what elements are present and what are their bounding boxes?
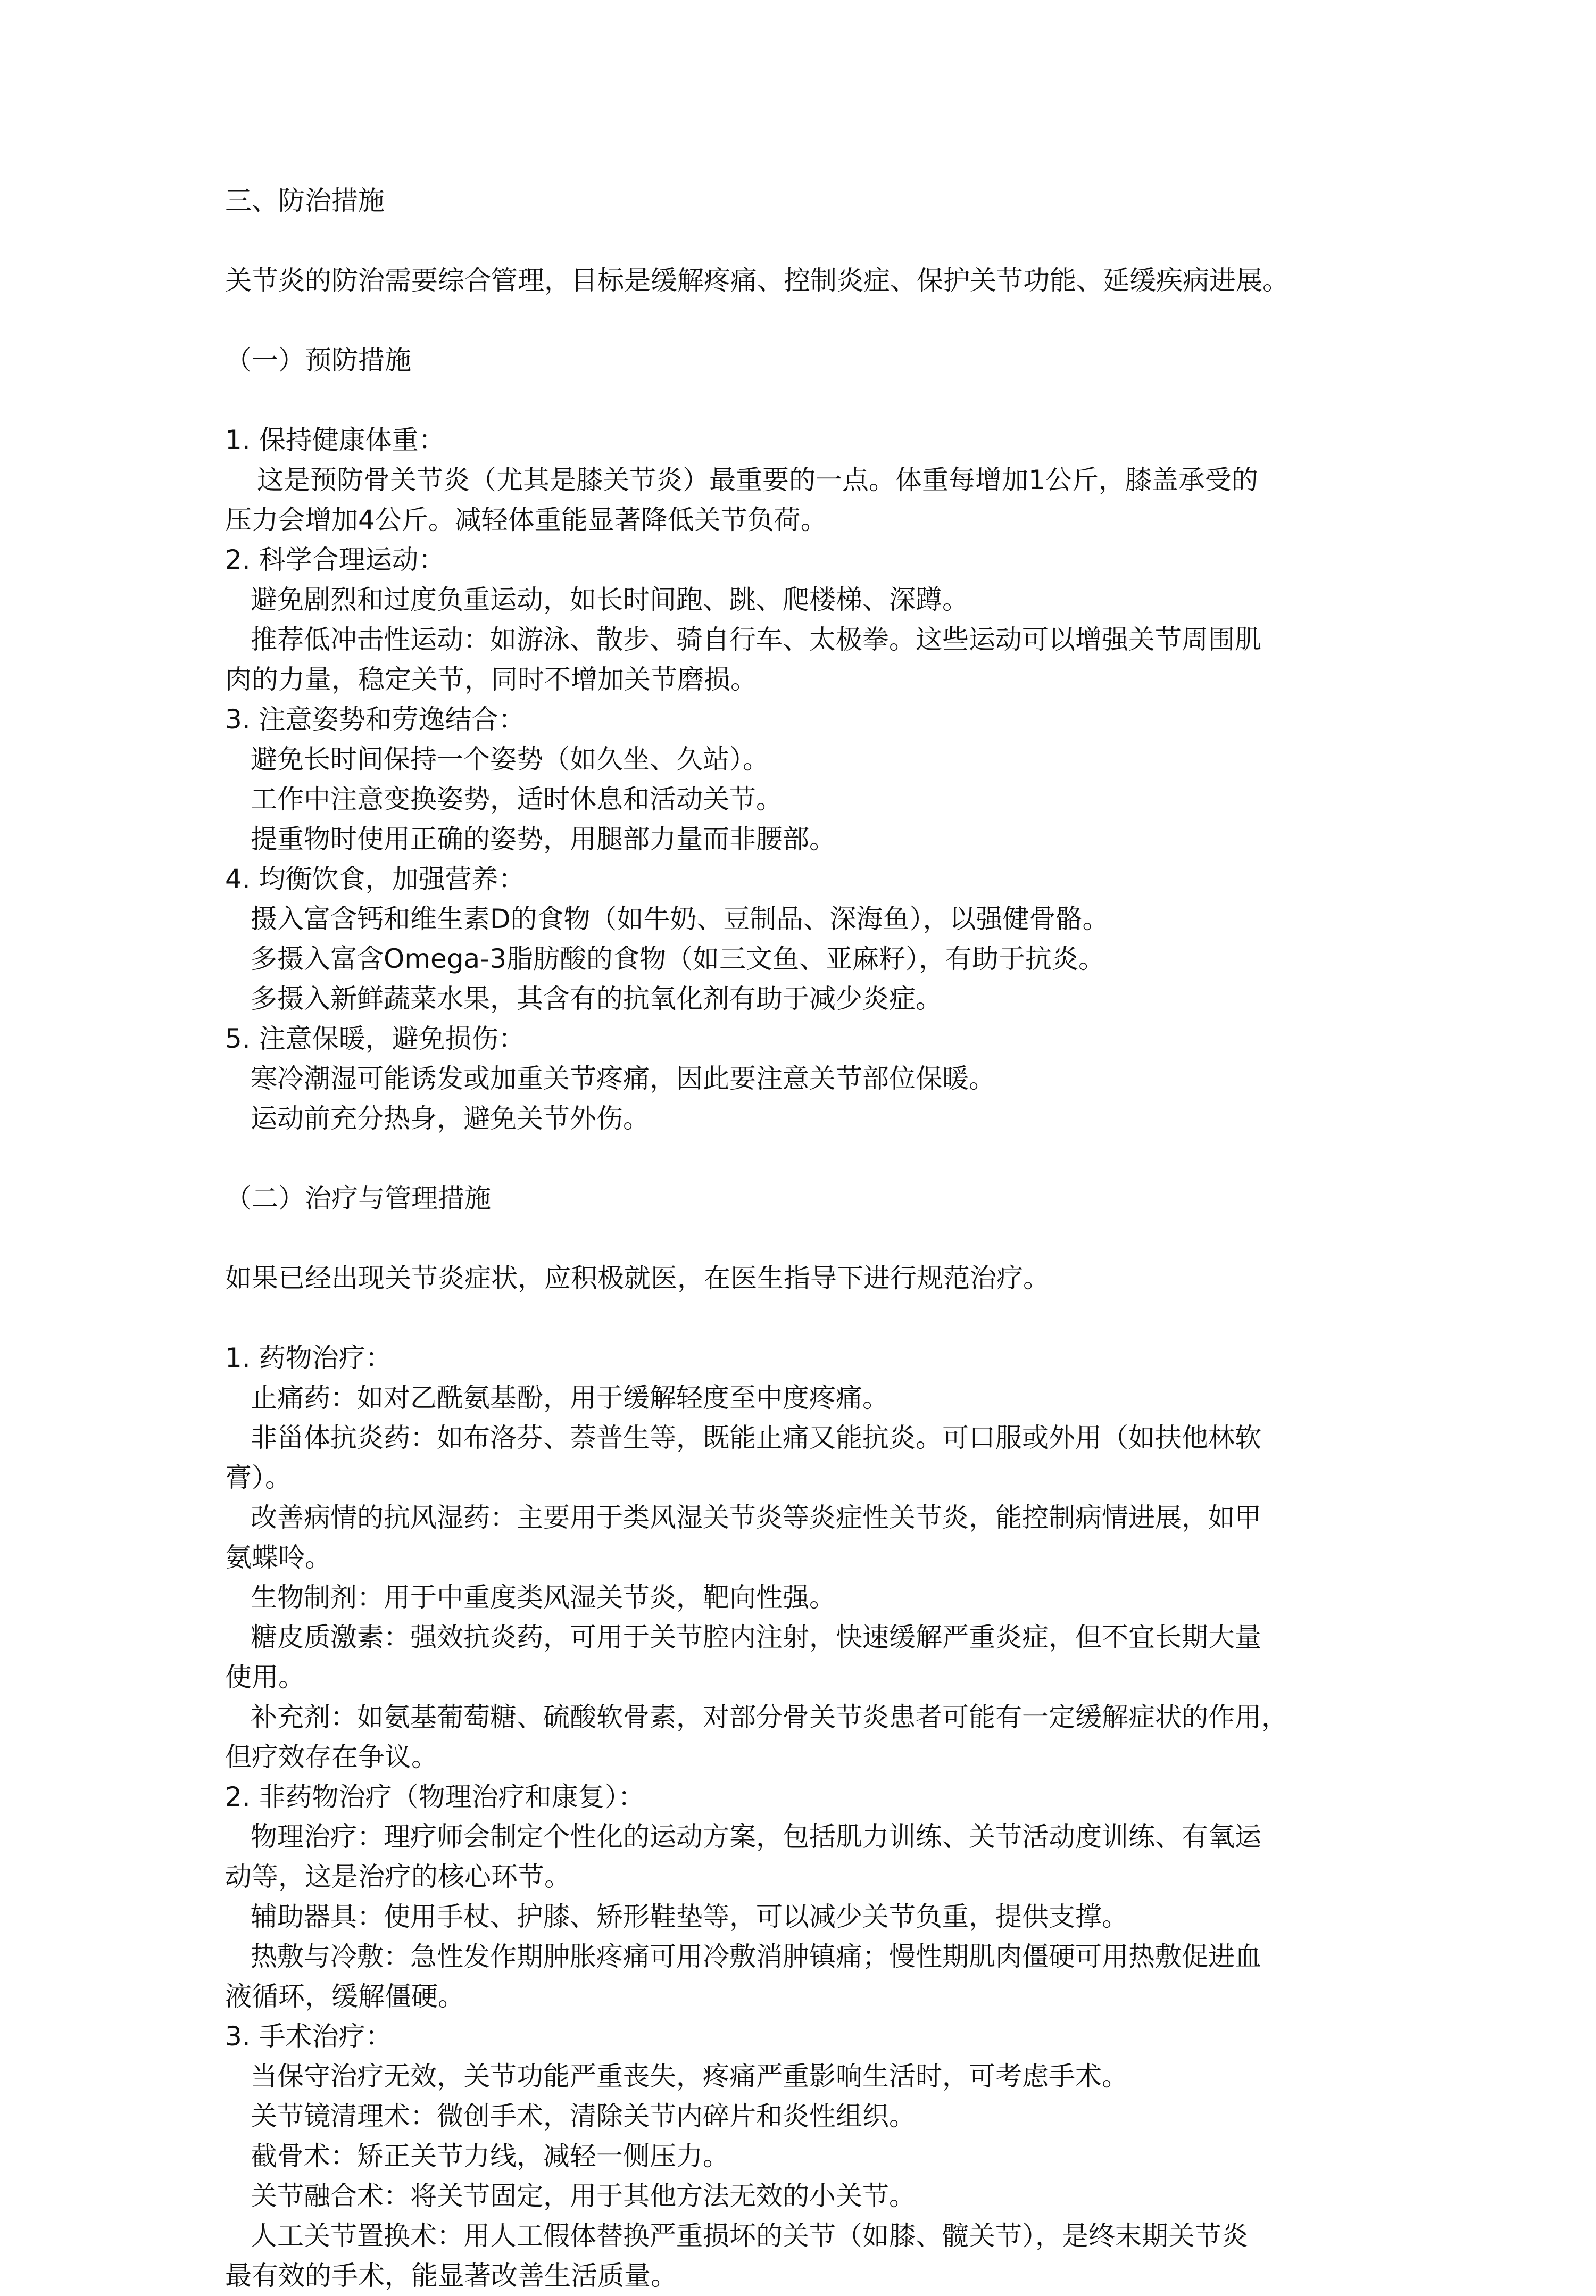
treatment-item-line: 液循环，缓解僵硬。 (225, 1981, 464, 2012)
treatment-item-line: 氨蝶呤。 (225, 1542, 331, 1573)
spacer (225, 221, 1385, 261)
prevention-item-line: 这是预防骨关节炎（尤其是膝关节炎）最重要的一点。体重每增加1公斤，膝盖承受的 (257, 465, 1258, 495)
treatment-heading: （二）治疗与管理措施 (225, 1183, 491, 1214)
prevention-item-title: 3. 注意姿势和劳逸结合： (225, 704, 525, 735)
prevention-item-title: 5. 注意保暖，避免损伤： (225, 1023, 525, 1054)
treatment-item-line: 关节镜清理术：微创手术，清除关节内碎片和炎性组织。 (251, 2101, 916, 2132)
treatment-item-line: 使用。 (225, 1662, 305, 1693)
treatment-item-line: 关节融合术：将关节固定，用于其他方法无效的小关节。 (251, 2181, 916, 2211)
intro-paragraph: 关节炎的防治需要综合管理，目标是缓解疼痛、控制炎症、保护关节功能、延缓疾病进展。 (225, 265, 1289, 296)
spacer (225, 1219, 1385, 1258)
prevention-item-line: 肉的力量，稳定关节，同时不增加关节磨损。 (225, 664, 757, 695)
treatment-intro: 如果已经出现关节炎症状，应积极就医，在医生指导下进行规范治疗。 (225, 1263, 1050, 1294)
prevention-item-line: 压力会增加4公斤。减轻体重能显著降低关节负荷。 (225, 504, 827, 535)
treatment-item-title: 2. 非药物治疗（物理治疗和康复）： (225, 1781, 645, 1812)
treatment-item-line: 非甾体抗炎药：如布洛芬、萘普生等，既能止痛又能抗炎。可口服或外用（如扶他林软 (251, 1422, 1261, 1453)
treatment-item-line: 补充剂：如氨基葡萄糖、硫酸软骨素，对部分骨关节炎患者可能有一定缓解症状的作用， (251, 1702, 1288, 1733)
prevention-item-title: 1. 保持健康体重： (225, 425, 445, 455)
spacer (225, 380, 1385, 420)
treatment-item-title: 1. 药物治疗： (225, 1342, 392, 1373)
treatment-item-line: 膏）。 (225, 1462, 292, 1493)
treatment-item-line: 截骨术：矫正关节力线，减轻一侧压力。 (251, 2141, 729, 2171)
treatment-item-line: 改善病情的抗风湿药：主要用于类风湿关节炎等炎症性关节炎，能控制病情进展，如甲 (251, 1502, 1261, 1533)
prevention-item-line: 寒冷潮湿可能诱发或加重关节疼痛，因此要注意关节部位保暖。 (251, 1063, 995, 1094)
prevention-item-line: 避免长时间保持一个姿势（如久坐、久站）。 (251, 744, 769, 775)
prevention-item-line: 工作中注意变换姿势，适时休息和活动关节。 (251, 784, 783, 815)
treatment-item-line: 糖皮质激素：强效抗炎药，可用于关节腔内注射，快速缓解严重炎症，但不宜长期大量 (251, 1622, 1261, 1653)
treatment-item-line: 动等，这是治疗的核心环节。 (225, 1861, 571, 1892)
prevention-item-title: 4. 均衡饮食，加强营养： (225, 864, 525, 894)
prevention-item-line: 摄入富含钙和维生素D的食物（如牛奶、豆制品、深海鱼），以强健骨骼。 (251, 904, 1109, 934)
treatment-item-line: 最有效的手术，能显著改善生活质量。 (225, 2260, 677, 2291)
prevention-item-line: 避免剧烈和过度负重运动，如长时间跑、跳、爬楼梯、深蹲。 (251, 584, 969, 615)
treatment-item-line: 止痛药：如对乙酰氨基酚，用于缓解轻度至中度疼痛。 (251, 1382, 889, 1413)
treatment-item-line: 生物制剂：用于中重度类风湿关节炎，靶向性强。 (251, 1582, 836, 1613)
prevention-item-line: 提重物时使用正确的姿势，用腿部力量而非腰部。 (251, 824, 836, 855)
spacer (225, 301, 1385, 341)
prevention-item-line: 运动前充分热身，避免关节外伤。 (251, 1103, 650, 1134)
prevention-item-title: 2. 科学合理运动： (225, 544, 445, 575)
treatment-item-line: 人工关节置换术：用人工假体替换严重损坏的关节（如膝、髋关节），是终末期关节炎 (251, 2220, 1248, 2251)
treatment-item-line: 辅助器具：使用手杖、护膝、矫形鞋垫等，可以减少关节负重，提供支撑。 (251, 1901, 1128, 1932)
treatment-item-line: 热敷与冷敷：急性发作期肿胀疼痛可用冷敷消肿镇痛；慢性期肌肉僵硬可用热敷促进血 (251, 1941, 1261, 1972)
section-title: 三、防治措施 (225, 185, 385, 216)
treatment-item-line: 当保守治疗无效，关节功能严重丧失，疼痛严重影响生活时，可考虑手术。 (251, 2061, 1128, 2092)
prevention-heading: （一）预防措施 (225, 345, 411, 376)
treatment-item-title: 3. 手术治疗： (225, 2021, 392, 2052)
prevention-item-line: 多摄入新鲜蔬菜水果，其含有的抗氧化剂有助于减少炎症。 (251, 983, 942, 1014)
spacer (225, 1298, 1385, 1338)
treatment-item-line: 但疗效存在争议。 (225, 1742, 438, 1772)
document-page (225, 181, 1385, 2296)
prevention-item-line: 多摄入富含Omega-3脂肪酸的食物（如三文鱼、亚麻籽），有助于抗炎。 (251, 943, 1105, 974)
spacer (225, 1139, 1385, 1179)
treatment-item-line: 物理治疗：理疗师会制定个性化的运动方案，包括肌力训练、关节活动度训练、有氧运 (251, 1821, 1261, 1852)
prevention-item-line: 推荐低冲击性运动：如游泳、散步、骑自行车、太极拳。这些运动可以增强关节周围肌 (251, 624, 1261, 655)
